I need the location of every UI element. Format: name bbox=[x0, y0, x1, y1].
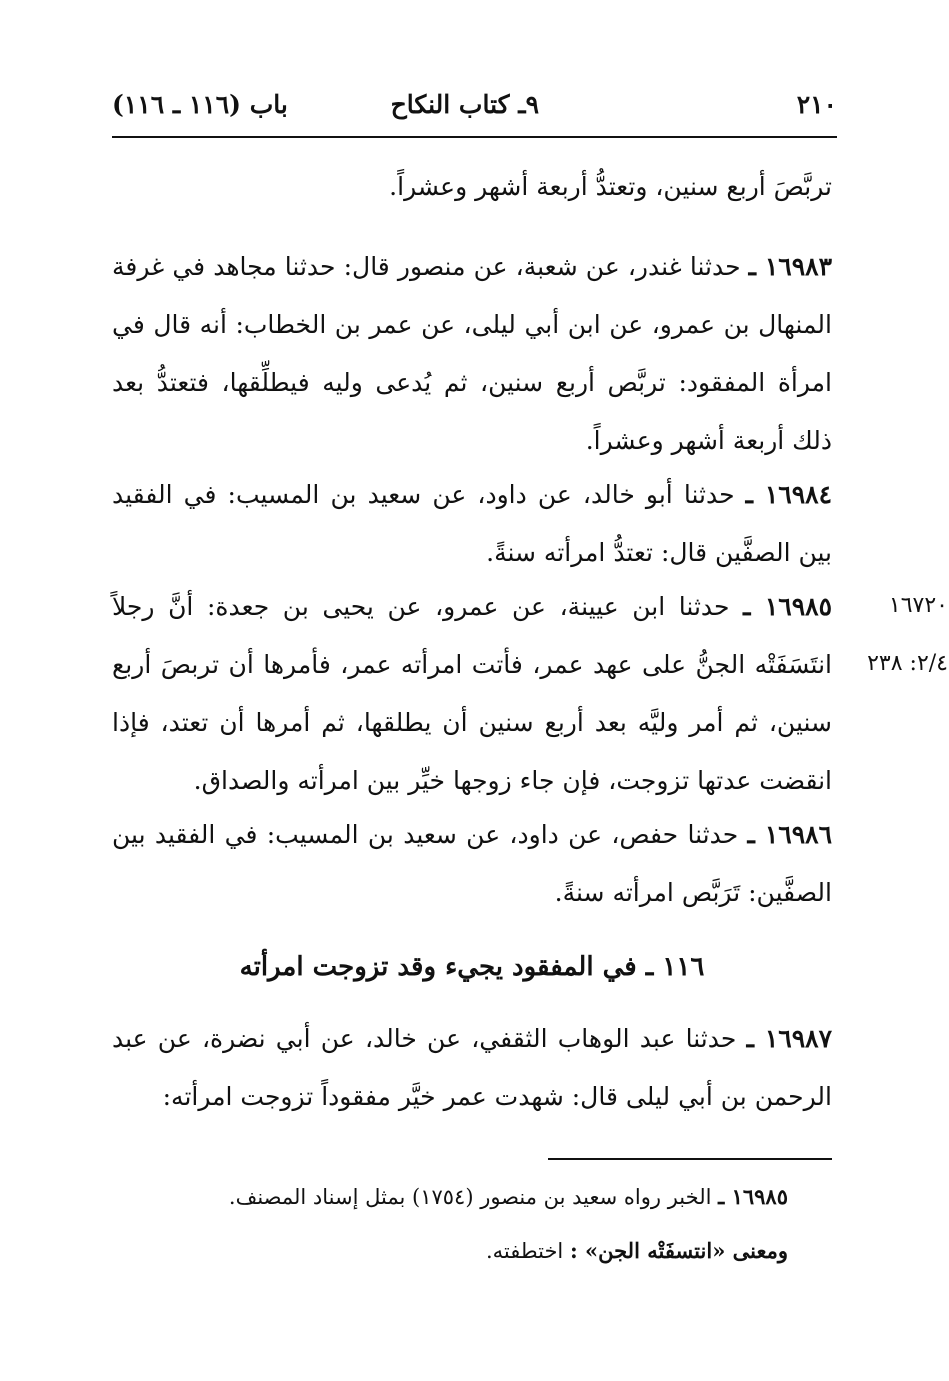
margin-cross-reference: ١٦٧٢٠ bbox=[888, 593, 948, 618]
hadith-16983 bbox=[112, 238, 832, 470]
hadith-text: حدثنا أبو خالد، عن داود، عن سعيد بن المسيب: في الفقيد بين الصفَّين قال: تعتدُّ امرأته سنةً. bbox=[112, 480, 832, 567]
continuation-text: تربَّصَ أربع سنين، وتعتدُّ أربعة أشهر وعشراً. bbox=[389, 172, 832, 201]
footnote-2 bbox=[112, 1234, 788, 1268]
footnote-text: اختطفته. bbox=[485, 1239, 564, 1263]
chapter-range: باب (١١٦ ـ ١١٦) bbox=[112, 90, 288, 119]
footnote-text: الخبر رواه سعيد بن منصور (١٧٥٤) بمثل إسناد المصنف. bbox=[228, 1185, 712, 1209]
hadith-16984 bbox=[112, 466, 832, 582]
hadith-text: حدثنا غندر، عن شعبة، عن منصور قال: حدثنا مجاهد في غرفة المنهال بن عمرو، عن ابن أبي ليلى، عن عمر بن الخطاب: أنه قال في امرأة المفقود: تربَّص أربع سنين، ثم يُدعى وليه فيطلِّقها، فتعتدُّ بعد ذلك أربعة أشهر وعشراً. bbox=[112, 252, 832, 455]
hadith-16987 bbox=[112, 1010, 832, 1126]
hadith-number: ١٦٩٨٤ ـ bbox=[745, 480, 833, 509]
running-header bbox=[112, 84, 837, 128]
margin-volume-reference: ٢/٤: ٢٣٨ bbox=[867, 651, 948, 676]
hadith-text: حدثنا حفص، عن داود، عن سعيد بن المسيب: في الفقيد بين الصفَّين: تَرَبَّص امرأته سنةً. bbox=[112, 820, 832, 907]
footnote-divider bbox=[548, 1158, 832, 1160]
footnote-1 bbox=[112, 1180, 788, 1214]
hadith-number: ١٦٩٨٥ ـ bbox=[743, 592, 833, 621]
hadith-number: ١٦٩٨٣ ـ bbox=[748, 252, 833, 281]
footnote-term: ومعنى «انتسفَتْه الجن» : bbox=[569, 1238, 788, 1263]
header-divider bbox=[112, 136, 837, 138]
hadith-16985 bbox=[112, 578, 832, 810]
book-title: ٩ـ كتاب النكاح bbox=[390, 90, 539, 119]
hadith-text: حدثنا ابن عيينة، عن عمرو، عن يحيى بن جعدة: أنَّ رجلاً انتَسَفَتْه الجنُّ على عهد عمر، فأتت امرأته عمر، فأمرها أن تربصَ أربع سنين، ثم أمر وليَّه بعد أربع سنين أن يطلقها، ثم أمرها أن تعتد، فإذا انقضت عدتها تزوجت، فإن جاء زوجها خيِّر بين امرأته والصداق. bbox=[112, 592, 832, 795]
hadith-text: حدثنا عبد الوهاب الثقفي، عن خالد، عن أبي نضرة، عن عبد الرحمن بن أبي ليلى قال: شهدت عمر خيَّر مفقوداً تزوجت امرأته: bbox=[112, 1024, 832, 1111]
hadith-16986 bbox=[112, 806, 832, 922]
hadith-number: ١٦٩٨٧ ـ bbox=[746, 1024, 833, 1053]
section-heading: ١١٦ ـ في المفقود يجيء وقد تزوجت امرأته bbox=[239, 952, 705, 982]
footnote-number: ١٦٩٨٥ ـ bbox=[718, 1184, 788, 1209]
page-number: ٢١٠ bbox=[796, 90, 837, 119]
hadith-number: ١٦٩٨٦ ـ bbox=[747, 820, 832, 849]
